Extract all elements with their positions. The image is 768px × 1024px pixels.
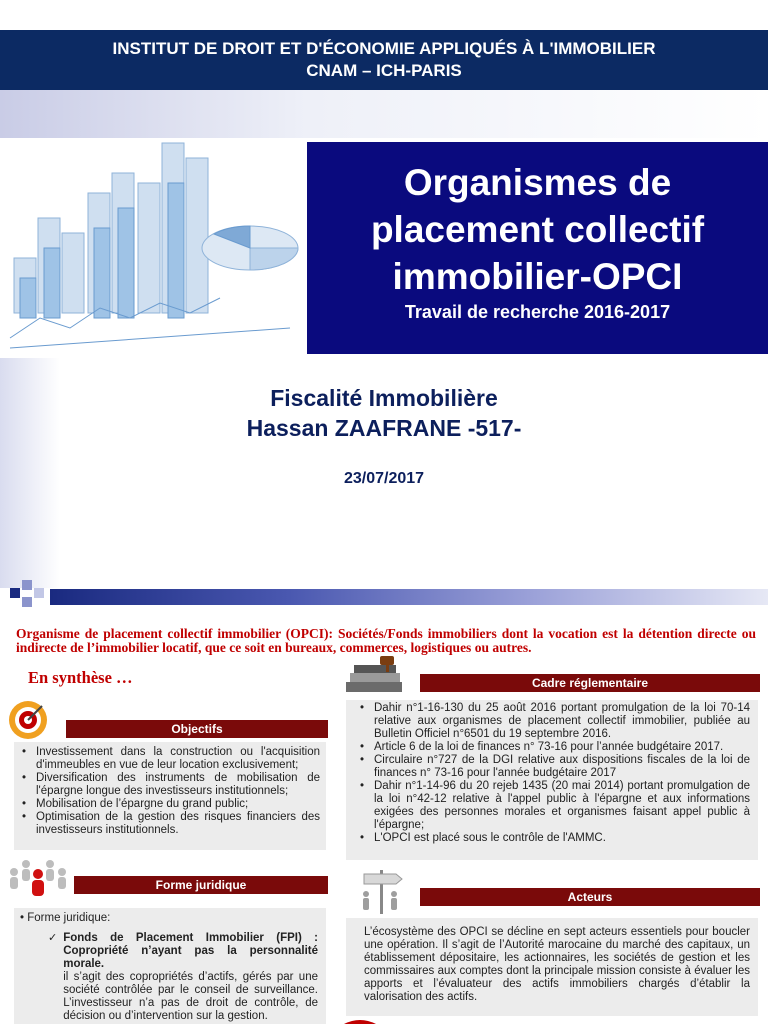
- partial-icon: [340, 1016, 380, 1024]
- cadre-heading: Cadre réglementaire: [420, 674, 760, 692]
- synthese-heading: En synthèse …: [28, 668, 133, 687]
- list-item: • L'OPCI est placé sous le contrôle de l'AMMC.: [368, 832, 750, 845]
- list-item: • Circulaire n°727 de la DGI relative aux dispositions fiscales de la loi de finances n° 73-16 pour l'année budgétaire 2017: [368, 754, 750, 780]
- decorative-band: [0, 90, 768, 138]
- bullet: •: [20, 912, 28, 924]
- list-item: • Mobilisation de l’épargne du grand public;: [30, 798, 320, 811]
- team-leader-icon: [6, 854, 70, 900]
- fpi-block: [20, 932, 318, 1023]
- institute-location: CNAM – ICH-PARIS: [306, 61, 462, 80]
- author-name: Hassan ZAAFRANE -517-: [246, 415, 522, 441]
- forme-intro-row: [20, 912, 318, 925]
- section-divider: [0, 585, 768, 609]
- subject-block: [160, 383, 608, 443]
- institute-banner: [0, 30, 768, 90]
- forme-intro: Forme juridique:: [27, 912, 111, 924]
- fpi-text: il s’agit des copropriétés d’actifs, gérés par une société contrôlée par le conseil de surveillance. L’investisseur n’a pas de droit de contrôle, de décision ou d’intervention sur la gestion.: [63, 971, 318, 1022]
- acteurs-heading: Acteurs: [420, 888, 760, 906]
- list-item: • Investissement dans la construction ou l'acquisition d'immeubles en vue de leur location exclusivement;: [30, 746, 320, 772]
- acteurs-panel: L’écosystème des OPCI se décline en sept acteurs essentiels pour boucler une opération. Il s’agit de l’Autorité marocaine du marché des capitaux, un établissement dépositaire, les actionnaires, les sociétés de gestion et les commissaires aux comptes dont la principale mission consiste à évaluer les apports et l’évaluateur des actifs immobiliers chargés d’établir la valorisation des actifs.: [346, 918, 758, 1016]
- check-icon: ✓: [48, 932, 58, 944]
- title-line-2: placement collectif: [370, 209, 705, 250]
- list-item: • Dahir n°1-14-96 du 20 rejeb 1435 (20 mai 2014) portant promulgation de la loi n°42-12 relative à l'appel public à l'épargne et aux informations exigées des personnes morales et organismes faisant appel public à l'épargne;: [368, 780, 750, 832]
- fpi-title: Fonds de Placement Immobilier (FPI) : Copropriété n’ayant pas la personnalité morale.: [63, 932, 318, 970]
- title-line-1: Organismes de: [403, 162, 672, 203]
- list-item: • Diversification des instruments de mobilisation de l'épargne longue des investisseurs institutionnels;: [30, 772, 320, 798]
- title-box: [307, 142, 768, 354]
- bar-chart-illustration: [0, 138, 305, 358]
- books-gavel-icon: [342, 656, 406, 696]
- forme-heading: Forme juridique: [74, 876, 328, 894]
- objectifs-heading: Objectifs: [66, 720, 328, 738]
- target-icon: [8, 700, 48, 740]
- top-margin: [0, 0, 768, 30]
- objectifs-panel: [14, 742, 326, 850]
- opci-definition: Organisme de placement collectif immobilier (OPCI): Sociétés/Fonds immobiliers dont la vocation est la détention directe ou indirecte de l’immobilier locatif, que ce soit en bureaux, commerces, logistiques ou autres.: [16, 626, 756, 655]
- course-name: Fiscalité Immobilière: [270, 385, 498, 411]
- cadre-panel: [346, 700, 758, 860]
- forme-panel: [14, 908, 326, 1024]
- list-item: • Dahir n°1-16-130 du 25 août 2016 portant promulgation de la loi 70-14 relative aux organismes de placement collectif immobilier, publiée au Bulletin Officiel n°6501 du 19 septembre 2016.: [368, 702, 750, 741]
- signpost-people-icon: [354, 866, 410, 916]
- list-item: • Article 6 de la loi de finances n° 73-16 pour l’année budgétaire 2017.: [368, 741, 750, 754]
- date-text: 23/07/2017: [343, 470, 425, 487]
- page-title: [307, 159, 768, 300]
- subtitle: Travail de recherche 2016-2017: [404, 302, 671, 322]
- list-item: • Optimisation de la gestion des risques financiers des investisseurs institutionnels.: [30, 811, 320, 837]
- title-line-3: immobilier-OPCI: [392, 256, 683, 297]
- institute-name: INSTITUT DE DROIT ET D'ÉCONOMIE APPLIQUÉS À L'IMMOBILIER: [112, 39, 656, 58]
